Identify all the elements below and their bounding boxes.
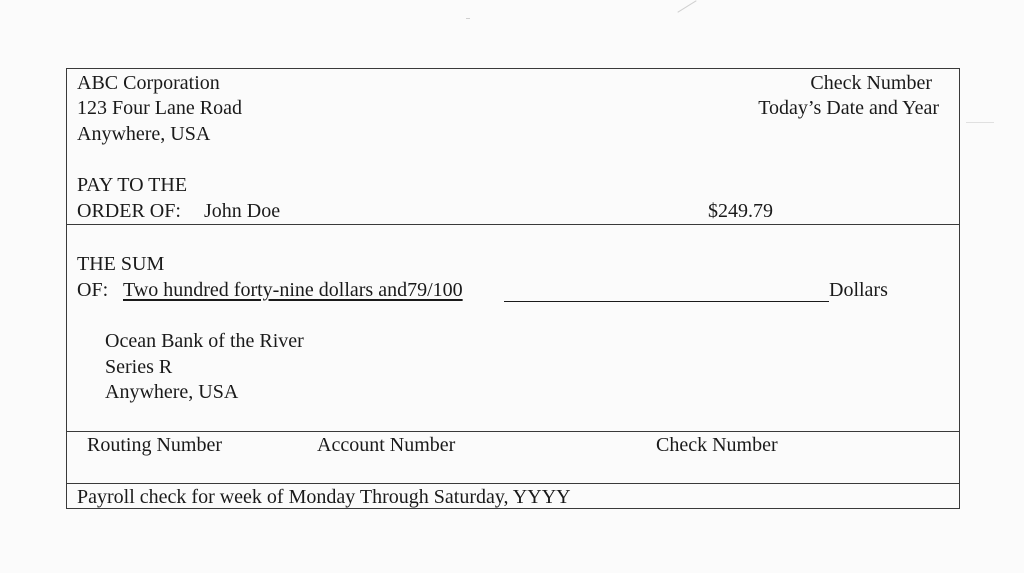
scan-mark	[677, 0, 696, 13]
check-number-label: Check Number	[810, 72, 932, 94]
account-number-label: Account Number	[317, 434, 456, 456]
bank-name: Ocean Bank of the River	[105, 330, 304, 352]
company-name: ABC Corporation	[77, 72, 220, 94]
pay-to-label-line1: PAY TO THE	[77, 174, 188, 196]
divider-after-payee	[67, 224, 959, 225]
date-label: Today’s Date and Year	[758, 97, 939, 119]
payee-amount: $249.79	[708, 200, 773, 222]
check	[66, 68, 960, 509]
payee-name: John Doe	[204, 200, 281, 222]
scan-mark	[966, 122, 994, 123]
sum-currency-word: Dollars	[829, 279, 888, 301]
scan-mark	[466, 18, 470, 19]
sum-label-line2: OF:	[77, 279, 109, 301]
company-address-line1: 123 Four Lane Road	[77, 97, 242, 119]
sum-label-line1: THE SUM	[77, 253, 165, 275]
sum-fill-line	[504, 301, 829, 302]
bank-location: Anywhere, USA	[105, 381, 239, 403]
bank-series: Series R	[105, 356, 173, 378]
routing-number-label: Routing Number	[87, 434, 222, 456]
micr-check-number-label: Check Number	[656, 434, 778, 456]
pay-to-label-line2: ORDER OF:	[77, 200, 181, 222]
memo-text: Payroll check for week of Monday Through Saturday, YYYY	[77, 486, 571, 508]
sum-amount-words: Two hundred forty-nine dollars and79/100	[123, 279, 463, 301]
company-address-line2: Anywhere, USA	[77, 123, 211, 145]
